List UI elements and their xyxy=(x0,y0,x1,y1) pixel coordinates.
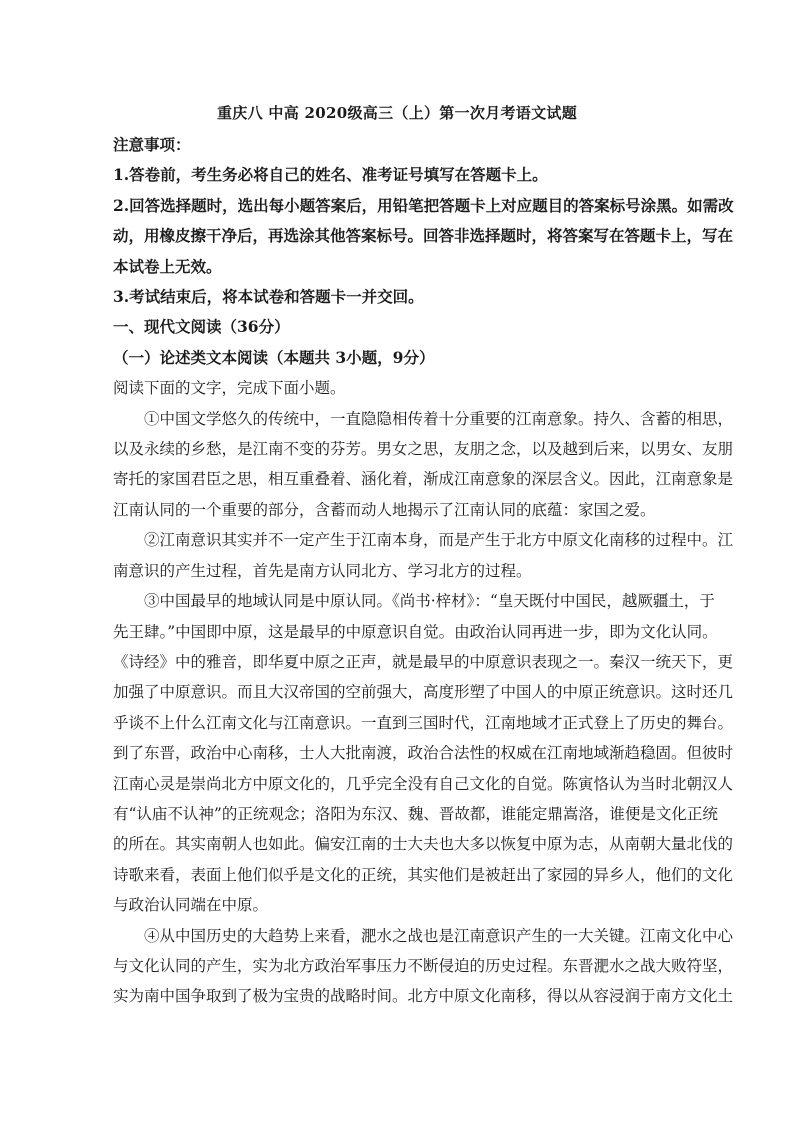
paragraph-line: 加强了中原意识。而且大汉帝国的空前强大，高度形塑了中国人的中原正统意识。这时还几 xyxy=(113,683,734,702)
paragraph-line: 江南心灵是崇尚北方中原文化的，几乎完全没有自己文化的自觉。陈寅恪认为当时北朝汉人 xyxy=(113,774,734,793)
paragraph-line: ①中国文学悠久的传统中，一直隐隐相传着十分重要的江南意象。持久、含蓄的相思， xyxy=(144,409,734,428)
paragraph-line: ④从中国历史的大趋势上来看，淝水之战也是江南意识产生的一大关键。江南文化中心 xyxy=(144,926,734,945)
paragraph-line: 寄托的家国君臣之思，相互重叠着、涵化着，渐成江南意象的深层含义。因此，江南意象是 xyxy=(113,470,734,489)
paragraph-2 xyxy=(113,525,734,586)
notes-heading: 注意事项： xyxy=(113,135,191,154)
paragraph-line: 《诗经》中的雅音，即华夏中原之正声，就是最早的中原意识表现之一。秦汉一统天下，更 xyxy=(113,652,734,671)
paragraph-line: 以及永续的乡愁，是江南不变的芬芳。男女之思，友朋之念，以及越到后来，以男女、友朋 xyxy=(113,440,734,459)
paragraph-line: 南意识的产生过程，首先是南方认同北方、学习北方的过程。 xyxy=(113,561,532,580)
paragraph-line: 到了东晋，政治中心南移，士人大批南渡，政治合法性的权威在江南地域渐趋稳固。但彼时 xyxy=(113,744,734,763)
paragraph-line: ③中国最早的地域认同是中原认同。《尚书·梓材》：“皇天既付中国民，越厥疆土，于 xyxy=(144,592,715,611)
paragraph-line: 江南认同的一个重要的部分，含蓄而动人地揭示了江南认同的底蕴：家国之爱。 xyxy=(113,500,656,519)
note-line: 1.答卷前，考生务必将自己的姓名、准考证号填写在答题卡上。 xyxy=(113,165,548,185)
paragraph-3 xyxy=(113,586,734,920)
paragraph-line: 实为南中国争取到了极为宝贵的战略时间。北方中原文化南移，得以从容浸润于南方文化土 xyxy=(113,987,734,1006)
subsection-heading: （一）论述类文本阅读（本题共 3小题，9分） xyxy=(113,347,435,367)
paragraph-line: 乎谈不上什么江南文化与江南意识。一直到三国时代，江南地域才正式登上了历史的舞台。 xyxy=(113,713,734,732)
paragraph-line: 先王肆。”中国即中原，这是最早的中原意识自觉。由政治认同再进一步，即为文化认同。 xyxy=(113,622,718,641)
document-body xyxy=(113,130,734,1012)
paragraph-1 xyxy=(113,404,734,526)
note-line: 动，用橡皮擦干净后，再选涂其他答案标号。回答非选择题时，将答案写在答题卡上，写在 xyxy=(113,226,734,246)
page-title: 重庆八 中高 2020级高三（上）第一次月考语文试题 xyxy=(217,104,577,122)
note-line: 本试卷上无效。 xyxy=(113,256,222,276)
paragraph-line: ②江南意识其实并不一定产生于江南本身，而是产生于北方中原文化南移的过程中。江 xyxy=(144,531,734,550)
note-line: 3.考试结束后，将本试卷和答题卡一并交回。 xyxy=(113,287,424,307)
paragraph-4 xyxy=(113,921,734,1012)
paragraph-line: 与政治认同端在中原。 xyxy=(113,896,269,915)
note-line: 2.回答选择题时，选出每小题答案后，用铅笔把答题卡上对应题目的答案标号涂黑。如需改 xyxy=(113,195,734,215)
paragraph-line: 诗歌来看，表面上他们似乎是文化的正统，其实他们是被赶出了家园的异乡人，他们的文化 xyxy=(113,865,734,884)
paragraph-line: 与文化认同的产生，实为北方政治军事压力不断侵迫的历史过程。东晋淝水之战大败符坚， xyxy=(113,956,734,975)
paragraph-line: 有“认庙不认神”的正统观念；洛阳为东汉、魏、晋故都，谁能定鼎嵩洛，谁便是文化正统 xyxy=(113,804,718,823)
paragraph-line: 的所在。其实南朝人也如此。偏安江南的士大夫也大多以恢复中原为志，从南朝大量北伐的 xyxy=(113,835,734,854)
section-heading: 一、现代文阅读（36分） xyxy=(113,317,290,337)
reading-instruction: 阅读下面的文字，完成下面小题。 xyxy=(113,379,346,398)
